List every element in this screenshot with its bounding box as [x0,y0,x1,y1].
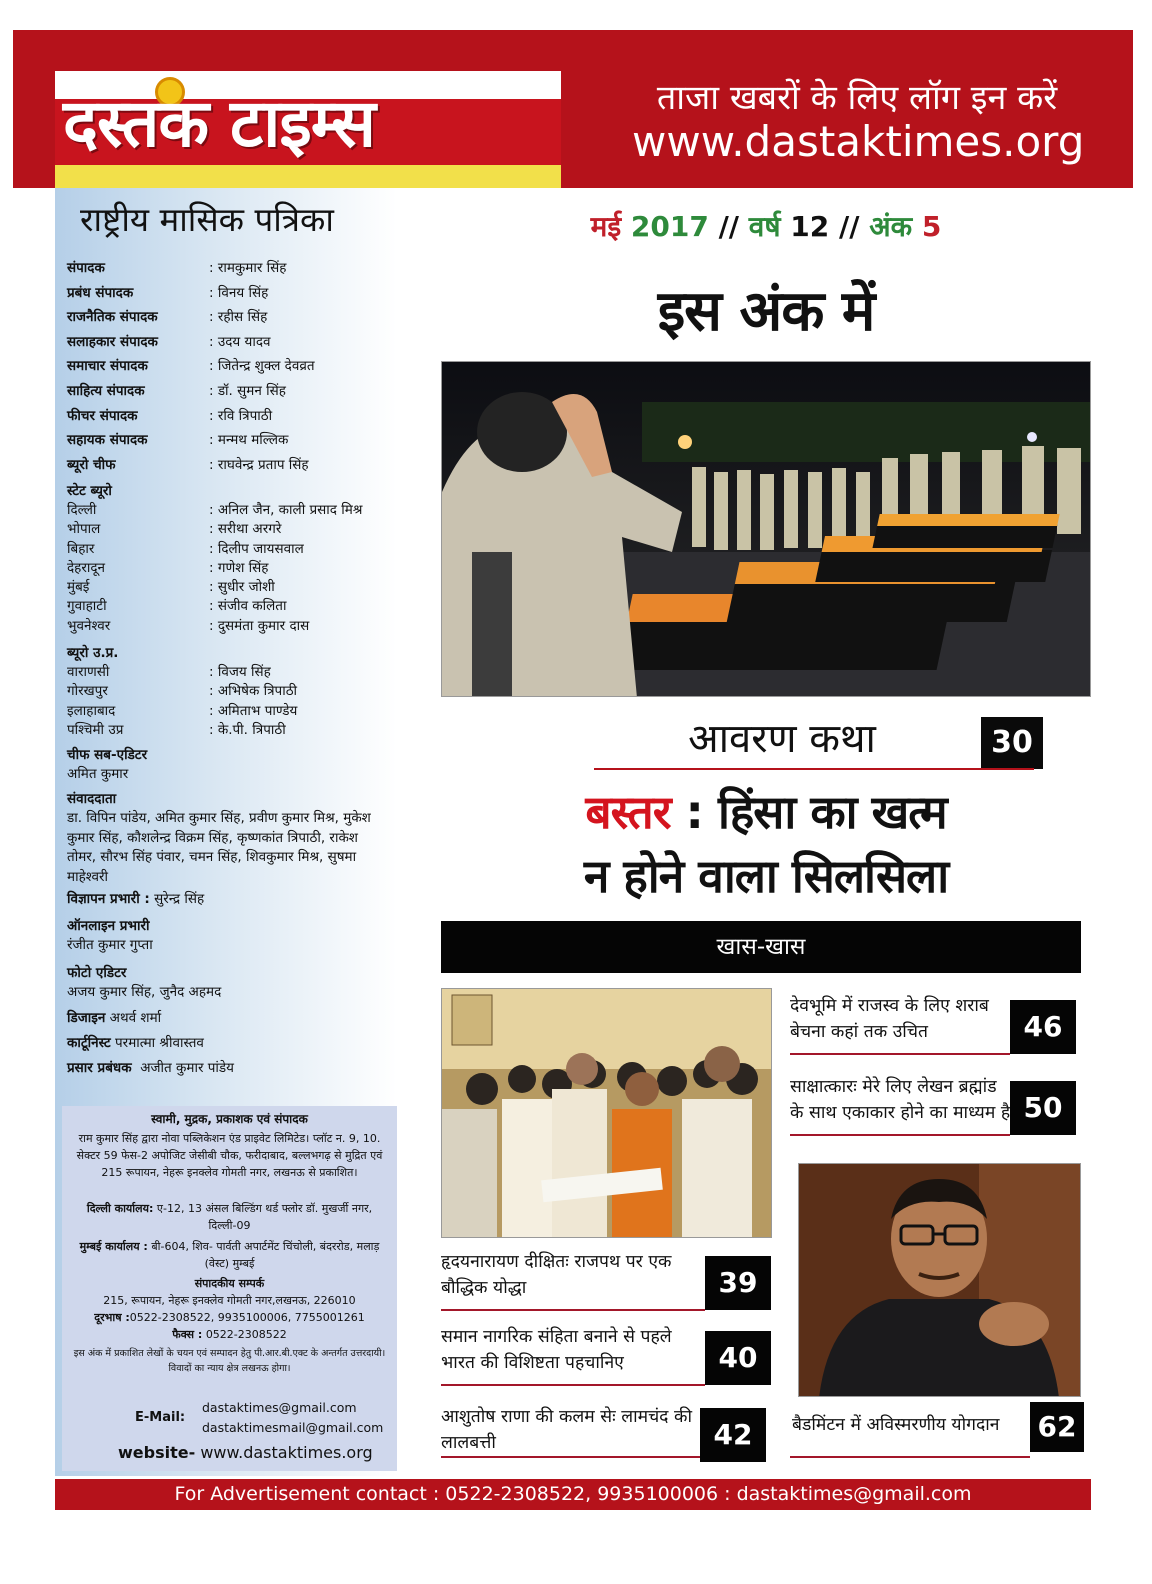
website-label: website- [118,1443,196,1462]
publisher-body: राम कुमार सिंह द्वारा नोवा पब्लिकेशन एंड प्राइवेट लिमिटेड। प्लॉट न. 9, 10. सेक्टर 59 फेस-2 अपोजिट जेसीबी चौक, फरीदाबाद, बल्लभगढ़ से मुद्रित एवं 215 रूपायन, नेहरू इनक्लेव गोमती नगर, लखनऊ से प्रकाशित। [76,1132,383,1179]
bureau-row [67,597,397,616]
staff-name: : राघवेन्द्र प्रताप सिंह [209,456,309,473]
bureau-city: गोरखपुर [67,683,108,700]
staff-name: : विनय सिंह [209,284,269,301]
staff-list [67,256,397,477]
logo[interactable] [55,71,561,188]
bureau-row [67,501,397,520]
staff-name: : रामकुमार सिंह [209,260,287,276]
staff-row [67,453,397,478]
ad-incharge-label: विज्ञापन प्रभारी : [67,891,150,907]
staff-row [67,281,397,306]
cover-headline-line2[interactable]: न होने वाला सिलसिला [583,849,949,903]
bureau-city: देहरादून [67,559,106,576]
bureau-row [67,540,397,559]
staff-row [67,354,397,379]
delhi-office-label: दिल्ली कार्यालय: [86,1202,154,1215]
editorial-contact-heading: संपादकीय सम्पर्क [194,1277,265,1290]
photo-editor-heading: फोटो एडिटर [67,965,127,981]
header-website-link[interactable]: www.dastaktimes.org [632,117,1085,166]
bureau-row [67,663,397,682]
bureau-city: गुवाहाटी [67,598,107,615]
article-title[interactable]: देवभूमि में राजस्व के लिए शराब बेचना कहां तक उचित [790,996,989,1042]
issue-ank-label: अंक [869,210,913,243]
staff-name: : रवि त्रिपाठी [209,407,273,424]
cover-story-divider [594,768,1034,770]
logo-text: दस्तक टाइम्स [63,84,375,162]
cover-headline-highlight: बस्तर [585,785,671,839]
staff-role: ब्यूरो चीफ [67,456,116,473]
article-photo-portrait[interactable] [798,1163,1081,1397]
state-bureau-list [67,501,397,636]
article-divider [441,1456,700,1458]
staff-role: संपादक [67,260,105,276]
bureau-city: पश्चिमी उप्र [67,721,124,738]
issue-month: मई [590,210,622,243]
cartoonist-label: कार्टूनिस्ट [67,1035,111,1051]
staff-name: : डॉ. सुमन सिंह [209,382,286,399]
staff-row [67,428,397,453]
bureau-city: दिल्ली [67,502,97,518]
article-divider [790,1053,1010,1055]
delhi-office [62,1201,397,1235]
mumbai-office [62,1239,397,1273]
article-title[interactable]: आशुतोष राणा की कलम सेः लामचंद की लालबत्ती [441,1407,693,1453]
article-photo-ceremony[interactable] [441,988,772,1238]
circulation-name: अजीत कुमार पांडेय [140,1060,234,1076]
article-page-number[interactable]: 42 [700,1408,766,1462]
issue-varsh-label: वर्ष [748,210,781,243]
bureau-name: : अनिल जैन, काली प्रसाद मिश्र [209,502,363,518]
bureau-city: भुवनेश्वर [67,617,111,634]
bureau-row [67,721,397,740]
issue-separator: // [718,210,740,243]
staff-name: : रहीस सिंह [209,309,268,326]
email-label: E-Mail: [135,1410,186,1425]
article-page-number[interactable]: 39 [705,1256,771,1310]
bureau-city: बिहार [67,540,95,557]
bureau-row [67,578,397,597]
staff-name: : मन्मथ मल्लिक [209,432,289,449]
staff-row [67,379,397,404]
article-divider [790,1134,1010,1136]
staff-role: राजनैतिक संपादक [67,309,158,326]
staff-row [67,404,397,429]
issue-ank: 5 [921,210,942,243]
staff-role: सहायक संपादक [67,432,148,449]
cartoonist [67,1033,204,1053]
bureau-name: : के.पी. त्रिपाठी [209,721,286,738]
contents-title: इस अंक में [657,279,875,344]
magazine-type-title: राष्ट्रीय मासिक पत्रिका [80,200,334,239]
staff-role: फीचर संपादक [67,407,138,424]
bureau-name: : सरीथा अरगरे [209,521,282,538]
logo-yellow-band [55,165,561,188]
fax-number: 0522-2308522 [205,1328,287,1341]
bureau-row [67,702,397,721]
article-title[interactable]: साक्षात्कारः मेरे लिए लेखन ब्रह्मांड के साथ एकाकार होने का माध्यम है [790,1077,1011,1123]
staff-row [67,330,397,355]
bureau-city: मुंबई [67,579,90,596]
cover-story-label: आवरण कथा [688,716,876,762]
mumbai-office-label: मुम्बई कार्यालय : [79,1240,148,1253]
editorial-address: 215, रूपायन, नेहरू इनक्लेव गोमती नगर,लखनऊ, 226010 [103,1294,356,1307]
phone [62,1310,397,1327]
publisher-heading: स्वामी, मुद्रक, प्रकाशक एवं संपादक [151,1112,308,1126]
email-link-2[interactable]: dastaktimesmail@gmail.com [202,1420,384,1435]
cover-headline-line1[interactable] [441,780,1091,844]
disclaimer: इस अंक में प्रकाशित लेखों के चयन एवं सम्पादन हेतु पी.आर.बी.एक्ट के अन्तर्गत उत्तरदायी। विवादों का न्याय क्षेत्र लखनऊ होगा। [73,1348,386,1374]
fax-label: फैक्स : [172,1328,203,1341]
staff-role: प्रबंध संपादक [67,284,134,301]
bureau-name: : अमिताभ पाण्डेय [209,702,298,719]
bureau-name: : अभिषेक त्रिपाठी [209,683,298,700]
article-title[interactable]: बैडमिंटन में अविस्मरणीय योगदान [792,1415,1000,1435]
article-divider [441,1309,705,1311]
issue-line [441,207,1091,247]
delhi-office-address: ए-12, 13 अंसल बिल्डिंग थर्ड फ्लोर डॉ. मुखर्जी नगर, दिल्ली-09 [156,1202,373,1232]
bureau-row [67,520,397,539]
khas-khas-bar: खास-खास [441,921,1081,973]
bureau-row [67,559,397,578]
article-divider [441,1384,705,1386]
article-page-number[interactable]: 40 [705,1331,771,1385]
article-page-number[interactable]: 46 [1010,1000,1076,1054]
website-link[interactable]: www.dastaktimes.org [200,1443,373,1462]
staff-row [67,305,397,330]
photo-editor-names: अजय कुमार सिंह, जुनैद अहमद [67,984,222,1000]
cover-story-photo[interactable] [441,361,1091,697]
circulation [67,1058,234,1078]
advertisement-contact-footer: For Advertisement contact : 0522-2308522, 9935100006 : dastaktimes@gmail.com [55,1479,1091,1510]
up-bureau-list [67,663,397,740]
staff-name: : जितेन्द्र शुक्ल देवव्रत [209,358,315,375]
bureau-city: भोपाल [67,521,101,538]
online-heading: ऑनलाइन प्रभारी [67,918,150,934]
correspondents-list: डा. विपिन पांडेय, अमित कुमार सिंह, प्रवीण कुमार मिश्र, मुकेश कुमार सिंह, कौशलेन्द्र विक्रम सिंह, कृष्णकांत त्रिपाठी, राकेश तोमर, सौरभ सिंह पंवार, चमन सिंह, शिवकुमार मिश्र, सुषमा माहेश्वरी [67,810,371,885]
staff-row [67,256,397,281]
mumbai-office-address: बी-604, शिव- पार्वती अपार्टमेंट चिंचोली, बंदररोड, मलाड़ (वेस्ट) मुम्बई [151,1240,380,1270]
correspondents-heading: संवाददाता [67,791,117,807]
article-page-number[interactable]: 62 [1030,1402,1084,1452]
cover-headline-rest: : हिंसा का खत्म [670,785,947,839]
cartoonist-name: परमात्मा श्रीवास्तव [115,1035,204,1051]
design [67,1008,161,1028]
ad-incharge [67,889,204,909]
staff-role: सलाहकार संपादक [67,333,158,350]
bureau-name: : विजय सिंह [209,664,271,680]
article-page-number[interactable]: 50 [1010,1081,1076,1135]
bureau-name: : दुसमंता कुमार दास [209,617,310,634]
publisher-website [118,1443,373,1462]
phone-number: 0522-2308522, 9935100006, 7755001261 [129,1311,365,1324]
staff-role: समाचार संपादक [67,358,148,375]
online-name: रंजीत कुमार गुप्ता [67,937,153,953]
design-label: डिजाइन [67,1010,106,1026]
issue-year: 2017 [630,210,709,243]
issue-varsh: 12 [790,210,830,243]
circulation-label: प्रसार प्रबंधक [67,1060,132,1076]
up-bureau-heading: ब्यूरो उ.प्र. [67,645,119,661]
bureau-city: वाराणसी [67,664,110,680]
bureau-name: : गणेश सिंह [209,559,269,576]
email-link-1[interactable]: dastaktimes@gmail.com [202,1400,357,1415]
portrait-photo-illustration [799,1164,1081,1397]
ad-incharge-name: सुरेन्द्र सिंह [154,891,205,907]
article-divider [790,1456,1030,1458]
bureau-name: : सुधीर जोशी [209,579,275,596]
article-title[interactable]: हृदयनारायण दीक्षितः राजपथ पर एक बौद्धिक योद्धा [441,1252,672,1298]
bureau-name: : संजीव कलिता [209,598,287,615]
header-tagline: ताजा खबरों के लिए लॉग इन करें [656,78,1058,118]
bureau-city: इलाहाबाद [67,702,116,719]
chief-sub-editor-name: अमित कुमार [67,766,129,782]
cover-story-page-number[interactable]: 30 [981,717,1043,769]
bureau-row [67,617,397,636]
article-title[interactable]: समान नागरिक संहिता बनाने से पहले भारत की विशिष्टता पहचानिए [441,1327,672,1373]
cover-photo-illustration [442,362,1091,697]
fax [62,1327,397,1344]
bureau-row [67,682,397,701]
phone-label: दूरभाष : [94,1311,130,1324]
staff-role: साहित्य संपादक [67,382,145,399]
design-name: अथर्व शर्मा [109,1010,162,1026]
ceremony-photo-illustration [442,989,772,1238]
issue-separator: // [839,210,860,243]
bureau-name: : दिलीप जायसवाल [209,540,304,557]
staff-name: : उदय यादव [209,333,271,350]
chief-sub-editor-heading: चीफ सब-एडिटर [67,747,148,763]
state-bureau-heading: स्टेट ब्यूरो [67,483,112,499]
